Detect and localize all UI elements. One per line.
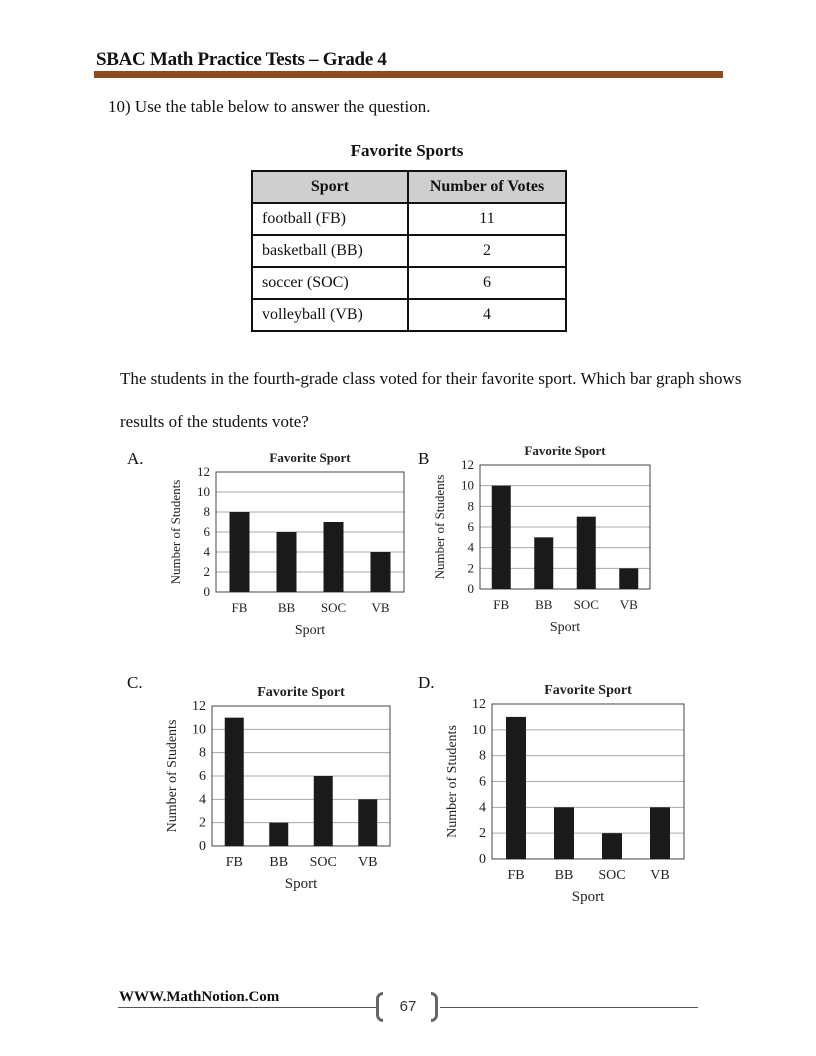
page-number: 67 xyxy=(399,998,417,1015)
x-tick-label: SOC xyxy=(309,855,337,870)
x-tick-label: SOC xyxy=(320,600,347,615)
bar xyxy=(314,776,333,846)
y-tick-label: 10 xyxy=(472,722,486,738)
y-tick-label: 10 xyxy=(192,722,206,738)
option-b-label[interactable]: B xyxy=(418,449,430,468)
bar-chart-a xyxy=(160,440,420,650)
x-tick-label: FB xyxy=(231,600,248,615)
bar-chart-d xyxy=(445,668,710,918)
chart-title: Favorite Sport xyxy=(257,685,345,700)
bar xyxy=(554,807,574,859)
x-axis-label: Sport xyxy=(284,876,318,892)
x-tick-label: FB xyxy=(507,868,525,883)
cell-votes: 6 xyxy=(408,267,566,299)
y-axis-label: Number of Students xyxy=(432,474,447,580)
chart-title: Favorite Sport xyxy=(524,443,606,458)
table-title: Favorite Sports xyxy=(350,141,464,160)
header-title: SBAC Math Practice Tests – Grade 4 xyxy=(96,49,387,70)
bar xyxy=(602,833,622,859)
y-tick-label: 6 xyxy=(203,524,210,539)
y-tick-label: 2 xyxy=(199,815,206,831)
y-tick-label: 8 xyxy=(467,498,474,514)
option-c-label[interactable]: C. xyxy=(127,673,143,692)
y-tick-label: 10 xyxy=(197,484,210,499)
y-tick-label: 12 xyxy=(461,457,474,472)
y-axis-label: Number of Students xyxy=(168,479,183,585)
page-bracket-right xyxy=(431,992,438,1022)
question-text: 10) Use the table below to answer the question. xyxy=(108,97,431,116)
bar xyxy=(619,568,638,589)
x-axis-label: Sport xyxy=(549,620,581,635)
y-tick-label: 6 xyxy=(199,769,206,784)
cell-votes: 11 xyxy=(408,203,566,235)
y-tick-label: 6 xyxy=(467,519,474,534)
y-tick-label: 0 xyxy=(479,852,486,867)
y-tick-label: 2 xyxy=(479,826,486,842)
table-row xyxy=(252,203,566,235)
y-tick-label: 4 xyxy=(199,792,206,808)
y-tick-label: 12 xyxy=(192,699,206,714)
table-row xyxy=(252,267,566,299)
x-tick-label: VB xyxy=(358,855,378,870)
y-tick-label: 2 xyxy=(203,564,210,579)
chart-title: Favorite Sport xyxy=(269,450,351,465)
x-tick-label: FB xyxy=(225,855,243,870)
bar xyxy=(225,718,244,846)
y-tick-label: 4 xyxy=(203,544,210,559)
footer-rule-left xyxy=(118,1007,376,1008)
cell-votes: 4 xyxy=(408,299,566,331)
option-a-label[interactable]: A. xyxy=(127,449,144,468)
cell-sport: volleyball (VB) xyxy=(252,299,408,331)
table-row xyxy=(252,235,566,267)
footer-website: WWW.MathNotion.Com xyxy=(119,989,280,1005)
y-axis-label: Number of Students xyxy=(445,725,460,838)
y-tick-label: 8 xyxy=(479,748,486,764)
x-tick-label: FB xyxy=(493,597,510,612)
option-d-label[interactable]: D. xyxy=(418,673,435,692)
y-axis-label: Number of Students xyxy=(165,719,180,833)
cell-sport: soccer (SOC) xyxy=(252,267,408,299)
y-tick-label: 8 xyxy=(199,745,206,761)
cell-sport: basketball (BB) xyxy=(252,235,408,267)
y-tick-label: 2 xyxy=(467,560,474,576)
votes-table xyxy=(251,170,567,332)
y-tick-label: 12 xyxy=(197,464,210,479)
bar xyxy=(577,517,596,589)
x-tick-label: BB xyxy=(269,855,289,870)
x-tick-label: SOC xyxy=(573,597,599,612)
page-bracket-left xyxy=(376,992,383,1022)
x-tick-label: VB xyxy=(619,597,638,612)
bar xyxy=(324,522,344,592)
y-tick-label: 6 xyxy=(479,774,486,790)
table-row xyxy=(252,299,566,331)
bar-chart-c xyxy=(160,670,420,900)
x-tick-label: SOC xyxy=(598,868,626,883)
table-header-row xyxy=(252,171,566,203)
prompt-text: The students in the fourth-grade class voted for their favorite sport. Which bar graph shows results of the students vote? xyxy=(120,369,742,431)
bar xyxy=(230,512,250,592)
bar xyxy=(534,537,553,589)
x-tick-label: BB xyxy=(554,868,574,883)
y-tick-label: 12 xyxy=(472,697,486,712)
column-header-votes: Number of Votes xyxy=(408,171,566,203)
chart-title: Favorite Sport xyxy=(544,683,632,698)
y-tick-label: 0 xyxy=(467,581,474,596)
y-tick-label: 8 xyxy=(203,504,210,519)
x-tick-label: BB xyxy=(535,597,553,612)
bar xyxy=(358,799,377,846)
bar xyxy=(506,717,526,859)
y-tick-label: 4 xyxy=(479,800,486,816)
bar xyxy=(277,532,297,592)
bar xyxy=(650,807,670,859)
cell-votes: 2 xyxy=(408,235,566,267)
cell-sport: football (FB) xyxy=(252,203,408,235)
y-tick-label: 10 xyxy=(461,477,474,493)
y-tick-label: 0 xyxy=(199,839,206,854)
bar xyxy=(492,486,511,589)
header-rule xyxy=(94,71,723,78)
column-header-sport: Sport xyxy=(252,171,408,203)
footer-rule-right xyxy=(440,1007,698,1008)
x-axis-label: Sport xyxy=(294,623,326,638)
bar xyxy=(371,552,391,592)
x-tick-label: VB xyxy=(650,868,670,883)
bar xyxy=(269,823,288,846)
y-tick-label: 0 xyxy=(203,584,210,599)
y-tick-label: 4 xyxy=(467,539,474,555)
x-tick-label: BB xyxy=(277,600,296,615)
bar-chart-b xyxy=(432,433,700,643)
x-axis-label: Sport xyxy=(571,889,605,905)
x-tick-label: VB xyxy=(371,600,390,615)
